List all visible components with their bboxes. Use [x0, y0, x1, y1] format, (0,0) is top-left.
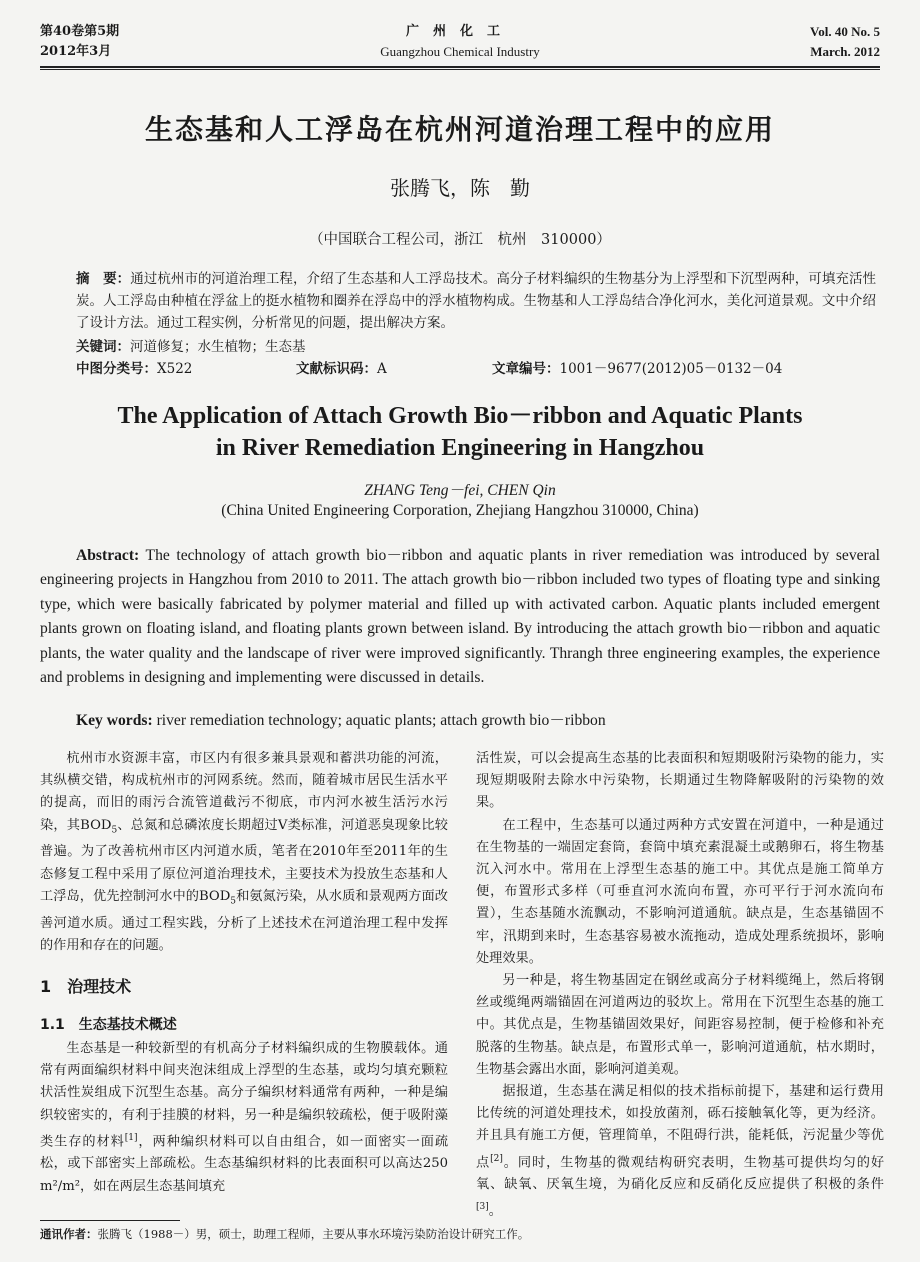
intro-text-b: 、总氮和总磷浓度长期超过Ⅴ类标准，河道恶臭现象比较普遍。为了改善杭州市区内河道水质，笔者在2010年至2011年的生态修复工程中采用了原位河道治理技术，主要技术为投放生态基和人工浮岛，优先控制河水中的BOD: [40, 817, 448, 904]
abstract-cn: [76, 268, 876, 334]
footnote-rule: [40, 1220, 180, 1221]
abstract-en-label: Abstract:: [76, 547, 140, 564]
p11-text-a: 生态基是一种较新型的有机高分子材料编织成的生物膜载体。通常有两面编织材料中间夹泡沫组成上浮型的生态基，或均匀填充颗粒状活性炭组成下沉型生态基。高分子编织材料通常有两种，一种是编织较密实的，有利于挂膜的材料，另一种是编织较疏松，便于吸附藻类生存的材料: [40, 1041, 448, 1150]
p4-text-a: 据报道，生态基在满足相似的技术指标前提下，基建和运行费用比传统的河道处理技术，如投放菌剂，砾石接触氧化等，更为经济。并且具有施工方便，管理简单，不阻碍行洪，能耗低，污泥量少等优点: [476, 1084, 884, 1171]
body-left-column: [40, 748, 448, 957]
right-paragraph-1: 活性炭，可以会提高生态基的比表面积和短期吸附污染物的能力，实现短期吸附去除水中污染物，长期通过生物降解吸附的污染物的效果。: [476, 751, 884, 811]
clc-number: [76, 358, 192, 380]
p11-text-b: ，两种编织材料可以自由组合，如一面密实一面疏松，或下部密实上部疏松。生态基编织材料的比表面积可以高达250 m²/m²，如在两层生态基间填充: [40, 1134, 449, 1194]
intro-text-a: 杭州市水资源丰富，市区内有很多兼具景观和蓄洪功能的河流，其纵横交错，构成杭州市的河网系统。然而，随着城市居民生活水平的提高，而旧的雨污合流管道截污不彻底，市内河水被生活污水污染，其BOD: [40, 751, 448, 833]
affiliation-cn: （中国联合工程公司，浙江 杭州 310000）: [309, 232, 611, 248]
subscript-5: 5: [111, 825, 118, 836]
doc-code: [296, 358, 387, 380]
header-volume-en: [810, 22, 880, 62]
right-paragraph-3: 另一种是，将生物基固定在钢丝或高分子材料缆绳上，然后将钢丝或缆绳两端锚固在河道两边的驳坎上。常用在下沉型生态基的施工中。其优点是，生物基锚固效果好，间距容易控制，便于检修和补充脱落的生物基。缺点是，布置形式单一，影响河道通航，枯水期时，生物基会露出水面，影响河道美观。: [476, 973, 884, 1077]
abstract-en: [40, 544, 880, 690]
doc-code-value: A: [377, 361, 387, 377]
volume-issue: 第40卷第5期: [40, 24, 120, 39]
journal-name-cn: 广州化工: [405, 24, 514, 39]
p4-text-b: 。同时，生物基的微观结构研究表明，生物基可提供均匀的好氧、缺氧、厌氧生境，为硝化反应和反硝化反应提供了积极的条件: [476, 1155, 885, 1193]
subscript-5b: 5: [230, 896, 237, 907]
clc-label: 中图分类号：: [76, 361, 157, 377]
keywords-en-text: river remediation technology; aquatic plants; attach growth bio－ribbon: [152, 712, 606, 729]
header-rule-thin: [40, 69, 880, 70]
abstract-cn-text: 通过杭州市的河道治理工程，介绍了生态基和人工浮岛技术。高分子材料编织的生物基分为上浮型和下沉型两种，可填充活性炭。人工浮岛由种植在浮盆上的挺水植物和圈养在浮岛中的浮水植物构成。生物基和人工浮岛结合净化河水，美化河道景观。文中介绍了设计方法。通过工程实例，分析常见的问题，提出解决方案。: [76, 271, 877, 331]
body-right-column: [476, 748, 884, 1223]
abstract-en-text: The technology of attach growth bio－ribbon and aquatic plants in river remediation was introduced by several engineering projects in Hangzhou from 2010 to 2011. The attach growth bio－ribbon included two types of floating type and sinking type, which were basically fabricated by polymer material and filled up with activated carbon. Aquatic plants included emergent plants grown on floating island, and floating plants grown between island. By introducing the attach growth bio－ribbon and aquatic plants, the water quality and the landscape of river were improved significantly. Thrangh three engineering examples, the experience and problems in designing and implementing were discussed in details.: [40, 547, 880, 687]
article-number-value: 1001－9677(2012)05－0132－04: [559, 361, 783, 377]
header-rule: [40, 66, 880, 68]
authors-cn: 张腾飞，陈 勤: [390, 176, 530, 200]
issue-date-en: March. 2012: [810, 44, 880, 59]
keywords-cn: [76, 336, 306, 358]
doc-code-label: 文献标识码：: [296, 361, 377, 377]
right-paragraph-2: 在工程中，生态基可以通过两种方式安置在河道中，一种是通过在生物基的一端固定套筒，套筒中填充素混凝土或鹅卵石，将生物基沉入河水中。常用在上浮型生态基的施工中。其优点是施工简单方便，布置形式多样（可垂直河水流向布置，亦可平行于河水流向布置），生态基随水流飘动，不影响河道通航。缺点是，生态基锚固不牢，汛期到来时，生态基容易被水流拖动，造成处理系统损坏，影响处理效果。: [476, 817, 884, 966]
footnote: [40, 1226, 529, 1242]
keywords-en: [76, 708, 606, 730]
journal-name-en: Guangzhou Chemical Industry: [380, 44, 540, 59]
affiliation-en: (China United Engineering Corporation, Zhejiang Hangzhou 310000, China): [221, 502, 699, 519]
header-journal: [40, 22, 880, 62]
abstract-cn-label: 摘 要：: [76, 271, 131, 287]
keywords-en-label: Key words:: [76, 712, 153, 729]
article-number-label: 文章编号：: [492, 361, 560, 377]
running-header: [40, 22, 880, 66]
right-paragraph-4: [476, 1081, 884, 1223]
issue-date-cn: 2012年3月: [40, 44, 112, 59]
footnote-label: 通讯作者：: [40, 1227, 98, 1241]
body-left-column-cont: [40, 1038, 448, 1198]
title-en-line2: in River Remediation Engineering in Hangzhou: [215, 435, 705, 461]
authors-en: ZHANG Teng－fei, CHEN Qin: [364, 482, 556, 499]
volume-issue-en: Vol. 40 No. 5: [810, 24, 880, 39]
footnote-text: 张腾飞（1988－）男，硕士，助理工程师，主要从事水环境污染防治设计研究工作。: [97, 1227, 530, 1241]
intro-text-c: 和氨氮污染，从水质和景观两方面改善河道水质。通过工程实践，分析了上述技术在河道治理工程中发挥的作用和存在的问题。: [40, 888, 448, 953]
paragraph-1-1: [40, 1038, 448, 1198]
title-en-line1: The Application of Attach Growth Bio－ribbon and Aquatic Plants: [117, 403, 803, 429]
section-heading-1-1: 1.1 生态基技术概述: [40, 1017, 177, 1033]
article-number: [492, 358, 782, 380]
citation-2: [2]: [490, 1153, 503, 1164]
title-cn: 生态基和人工浮岛在杭州河道治理工程中的应用: [144, 113, 775, 146]
citation-1: [1]: [124, 1132, 138, 1143]
intro-paragraph: [40, 748, 448, 957]
keywords-cn-text: 河道修复；水生植物；生态基: [130, 339, 306, 355]
clc-value: X522: [157, 361, 193, 377]
p4-text-c: 。: [488, 1203, 502, 1219]
citation-3: [3]: [476, 1202, 489, 1213]
keywords-cn-label: 关键词：: [76, 339, 130, 355]
title-en: [40, 400, 880, 464]
section-heading-1: 1 治理技术: [40, 977, 132, 996]
